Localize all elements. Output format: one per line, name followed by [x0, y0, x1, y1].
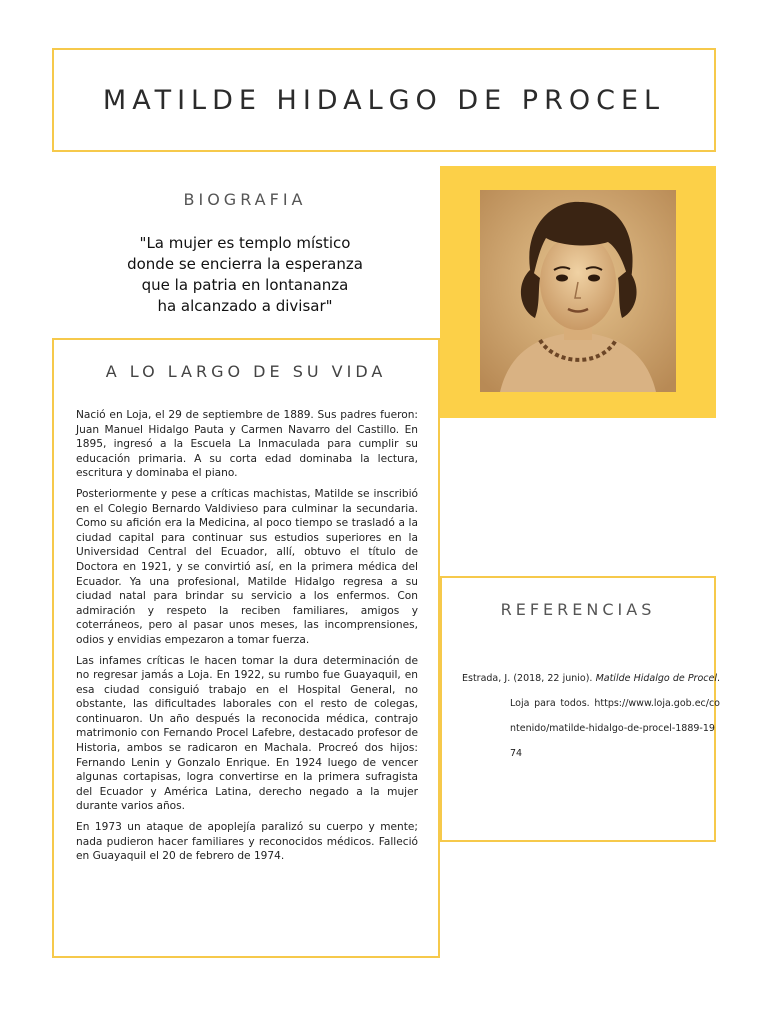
- life-body: [76, 408, 418, 870]
- references-section: [440, 576, 721, 842]
- life-paragraph: Nació en Loja, el 29 de septiembre de 1889. Sus padres fueron: Juan Manuel Hidalgo Pauta y Carmen Navarro del Castillo. En 1895, ingresó a la Escuela La Inmaculada para cumplir su educación primaria. A su corta edad dominaba la lectura, escritura y dominaba el piano.: [76, 409, 418, 480]
- life-section: [52, 338, 440, 958]
- biography-heading: BIOGRAFIA: [183, 190, 307, 209]
- portrait-photo: [480, 190, 676, 392]
- quote: [52, 233, 438, 317]
- reference-work-title: Matilde Hidalgo de Procel: [595, 673, 717, 684]
- life-heading: A LO LARGO DE SU VIDA: [105, 362, 387, 381]
- reference-entry: [462, 666, 720, 766]
- quote-line: ha alcanzado a divisar": [157, 297, 333, 315]
- reference-suffix: . Loja para todos. https://www.loja.gob.ec/contenido/matilde-hidalgo-de-procel-1889-1974: [510, 673, 721, 759]
- page-title: MATILDE HIDALGO DE PROCEL: [102, 84, 666, 116]
- quote-line: "La mujer es templo místico: [139, 234, 351, 252]
- quote-line: que la patria en lontananza: [141, 276, 349, 294]
- life-paragraph: Las infames críticas le hacen tomar la dura determinación de no regresar jamás a Loja. En 1922, su rumbo fue Guayaquil, en esa ciudad consiguió trabajo en el Hospital General, no obstante, las dificultades laborales con el resto de colegas, continuaron. Un año después la reconocida médica, contrajo matrimonio con Fernando Procel Lafebre, destacado profesor de Historia, ambos se radicaron en Machala. Procreó dos hijos: Fernando Lenin y Gonzalo Enrique. En 1924 luego de vencer algunas cortapisas, logra convertirse en la primera sufragista del Ecuador y América Latina, derecho negado a la mujer durante varios años.: [76, 654, 418, 813]
- title-box: [52, 48, 716, 152]
- photo-panel: [440, 166, 716, 418]
- biography-section: [52, 170, 438, 338]
- references-heading: REFERENCIAS: [500, 600, 656, 619]
- life-paragraph: En 1973 un ataque de apoplejía paralizó su cuerpo y mente; nada pudieron hacer familiares y reconocidos médicos. Falleció en Guayaquil el 20 de febrero de 1974.: [76, 821, 418, 863]
- portrait-illustration: [480, 190, 676, 392]
- life-paragraph: Posteriormente y pese a críticas machistas, Matilde se inscribió en el Colegio Bernardo Valdivieso para culminar la secundaria. Como su afición era la Medicina, al poco tiempo se trasladó a la ciudad capital para continuar sus estudios superiores en la Universidad Central del Ecuador, allí, obtuvo el título de Doctora en 1921, y se convirtió así, en la primera médica del Ecuador. Ya una profesional, Matilde Hidalgo regresa a su ciudad natal para brindar su servicio a los enfermos. Con admiración y respeto la reciben familiares, amigos y coterráneos, pero al pasar unos meses, las incomprensiones, odios y envidias empezaron a tomar fuerza.: [76, 487, 418, 646]
- quote-line: donde se encierra la esperanza: [127, 255, 363, 273]
- reference-prefix: Estrada, J. (2018, 22 junio).: [462, 673, 596, 684]
